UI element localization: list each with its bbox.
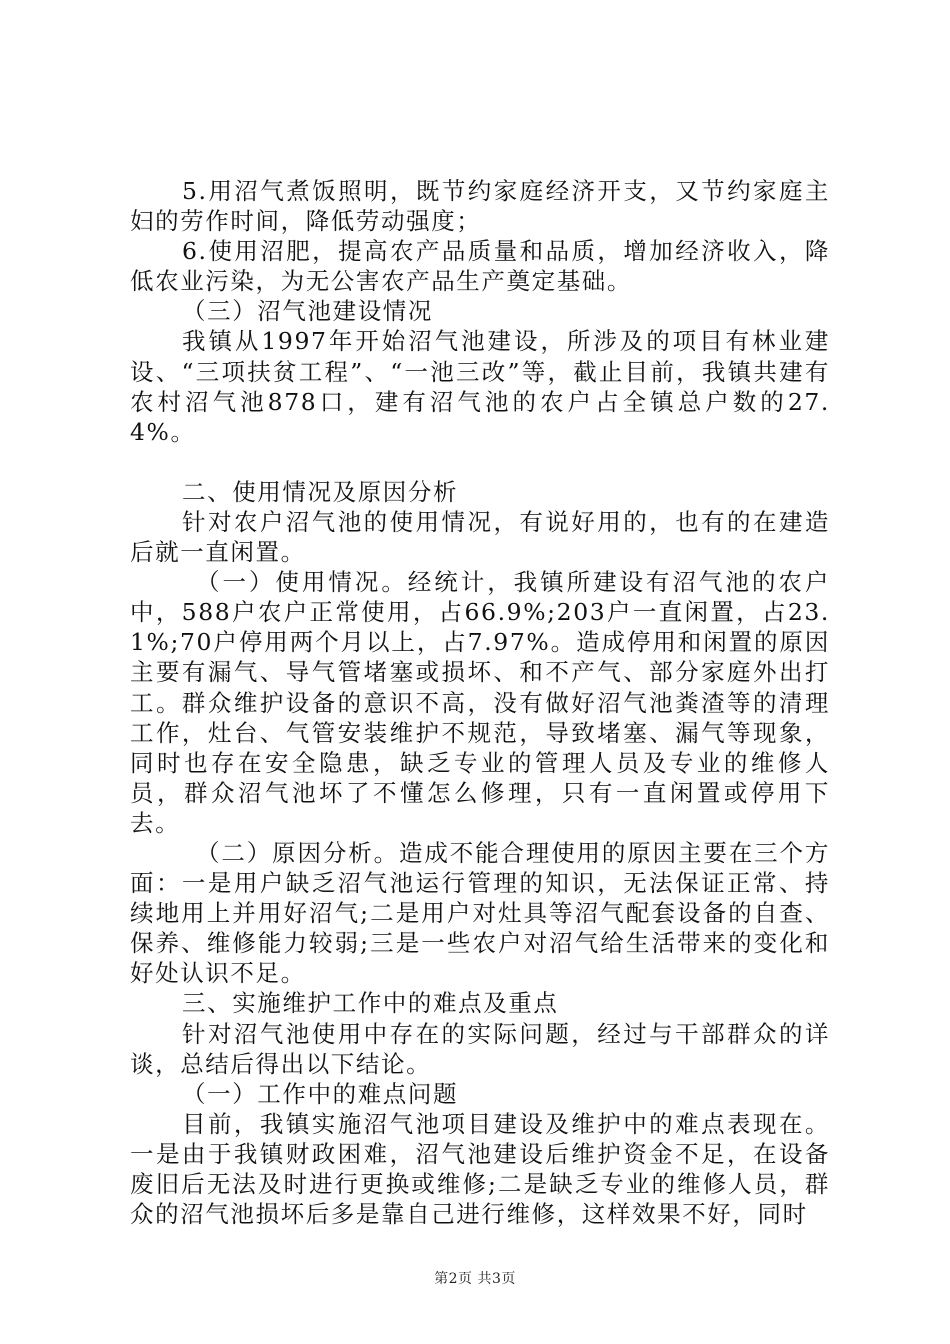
paragraph-benefit-5: 5.用沼气煮饭照明，既节约家庭经济开支，又节约家庭主妇的劳作时间，降低劳动强度； xyxy=(130,177,830,236)
paragraph-benefit-6: 6.使用沼肥，提高农产品质量和品质，增加经济收入，降低农业污染，为无公害农产品生产奠定基础。 xyxy=(130,237,830,296)
document-body xyxy=(130,176,830,1229)
paragraph-usage-intro: 针对农户沼气池的使用情况，有说好用的，也有的在建造后就一直闲置。 xyxy=(130,507,830,567)
subheading-construction: （三）沼气池建设情况 xyxy=(182,297,433,326)
paragraph-construction: 我镇从1997年开始沼气池建设，所涉及的项目有林业建设、“三项扶贫工程”、“一池三改”等，截止目前，我镇共建有农村沼气池878口，建有沼气池的农户占全镇总户数的27.4%。 xyxy=(130,327,830,446)
paragraph-usage-status: （一）使用情况。经统计，我镇所建设有沼气池的农户中，588户农户正常使用，占66.9%;203户一直闲置，占23.1%;70户停用两个月以上，占7.97%。造成停用和闲置的原因主要有漏气、导气管堵塞或损坏、和不产气、部分家庭外出打工。群众维护设备的意识不高，没有做好沼气池粪渣等的清理工作，灶台、气管安装维护不规范，导致堵塞、漏气等现象，同时也存在安全隐患，缺乏专业的管理人员及专业的维修人员，群众沼气池坏了不懂怎么修理，只有一直闲置或停用下去。 xyxy=(130,568,830,837)
paragraph-difficulties: 目前，我镇实施沼气池项目建设及维护中的难点表现在。一是由于我镇财政困难，沼气池建设后维护资金不足，在设备废旧后无法及时进行更换或维修;二是缺乏专业的维修人员，群众的沼气池损坏后多是靠自己进行维修，这样效果不好，同时 xyxy=(130,1109,830,1229)
subheading-difficulties: （一）工作中的难点问题 xyxy=(182,1079,459,1108)
page-number-footer: 第2页 共3页 xyxy=(434,1271,516,1287)
section-heading-difficulties: 三、实施维护工作中的难点及重点 xyxy=(182,989,559,1018)
paragraph-difficulties-intro: 针对沼气池使用中存在的实际问题，经过与干部群众的详谈，总结后得出以下结论。 xyxy=(130,1019,830,1078)
paragraph-cause-analysis: （二）原因分析。造成不能合理使用的原因主要在三个方面：一是用户缺乏沼气池运行管理的知识，无法保证正常、持续地用上并用好沼气;二是用户对灶具等沼气配套设备的自查、保养、维修能力较弱;三是一些农户对沼气给生活带来的变化和好处认识不足。 xyxy=(130,838,830,988)
section-heading-usage: 二、使用情况及原因分析 xyxy=(182,477,459,506)
